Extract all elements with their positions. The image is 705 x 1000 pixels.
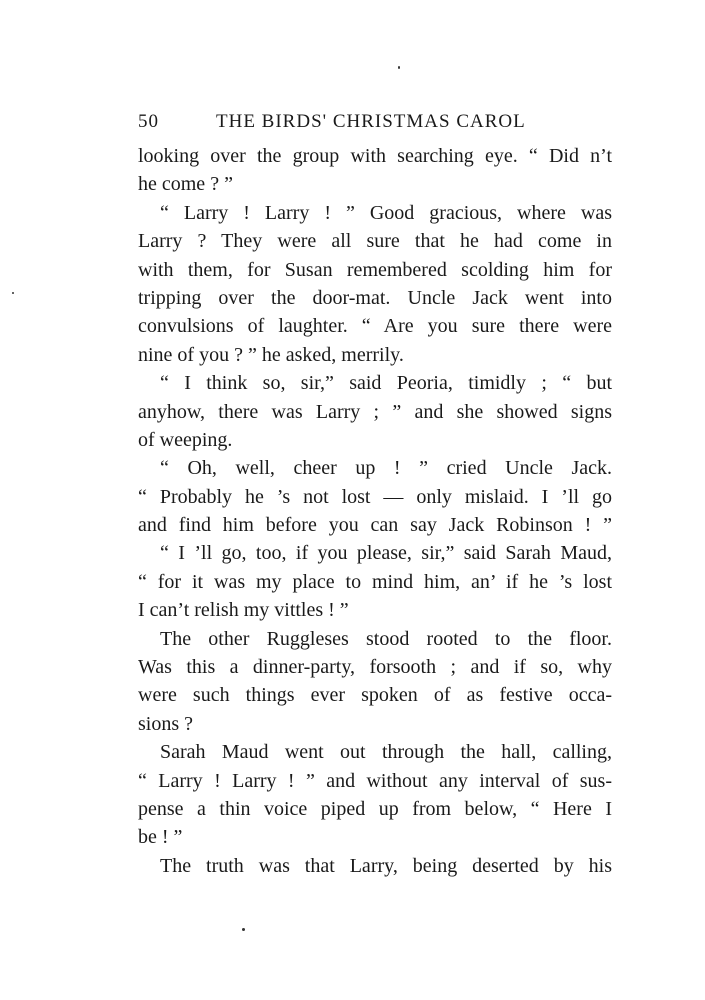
text-line: of weeping. — [138, 428, 233, 451]
text-line: “ Larry ! Larry ! ” Good gracious, where was — [160, 201, 612, 224]
text-line: and find him before you can say Jack Robinson ! ” — [138, 514, 612, 537]
text-line: Sarah Maud went out through the hall, calling, — [160, 741, 612, 764]
text-line: be ! ” — [138, 826, 183, 849]
text-line: were such things ever spoken of as festive occa- — [138, 684, 612, 707]
text-line: The other Ruggleses stood rooted to the floor. — [160, 627, 612, 650]
text-line: he come ? ” — [138, 173, 233, 196]
paper-speck — [242, 928, 245, 931]
text-line: “ I ’ll go, too, if you please, sir,” said Sarah Maud, — [160, 542, 612, 565]
text-line: “ for it was my place to mind him, an’ if he ’s lost — [138, 570, 612, 593]
text-line: sions ? — [138, 712, 193, 735]
text-line: “ I think so, sir,” said Peoria, timidly ; “ but — [160, 372, 612, 395]
page-number: 50 — [138, 111, 159, 132]
text-line: Was this a dinner-party, forsooth ; and if so, why — [138, 656, 612, 679]
running-title: THE BIRDS' CHRISTMAS CAROL — [216, 111, 526, 132]
body-text — [138, 142, 612, 880]
text-line: Larry ? They were all sure that he had come in — [138, 230, 612, 253]
text-line: with them, for Susan remembered scolding him for — [138, 258, 612, 281]
paper-speck — [12, 292, 14, 294]
text-line: tripping over the door-mat. Uncle Jack went into — [138, 286, 612, 309]
text-line: looking over the group with searching eye. “ Did n’t — [138, 145, 612, 167]
text-line: pense a thin voice piped up from below, “ Here I — [138, 797, 612, 820]
text-line: anyhow, there was Larry ; ” and she showed signs — [138, 400, 612, 423]
text-line: nine of you ? ” he asked, merrily. — [138, 343, 404, 366]
text-line: I can’t relish my vittles ! ” — [138, 599, 349, 622]
text-line: convulsions of laughter. “ Are you sure there were — [138, 315, 612, 338]
paper-speck — [398, 66, 400, 69]
text-line: The truth was that Larry, being deserted by his — [160, 854, 612, 877]
text-line: “ Probably he ’s not lost — only mislaid. I ’ll go — [138, 485, 612, 508]
text-line: “ Oh, well, cheer up ! ” cried Uncle Jack. — [160, 457, 612, 480]
text-line: “ Larry ! Larry ! ” and without any interval of sus- — [138, 769, 612, 792]
